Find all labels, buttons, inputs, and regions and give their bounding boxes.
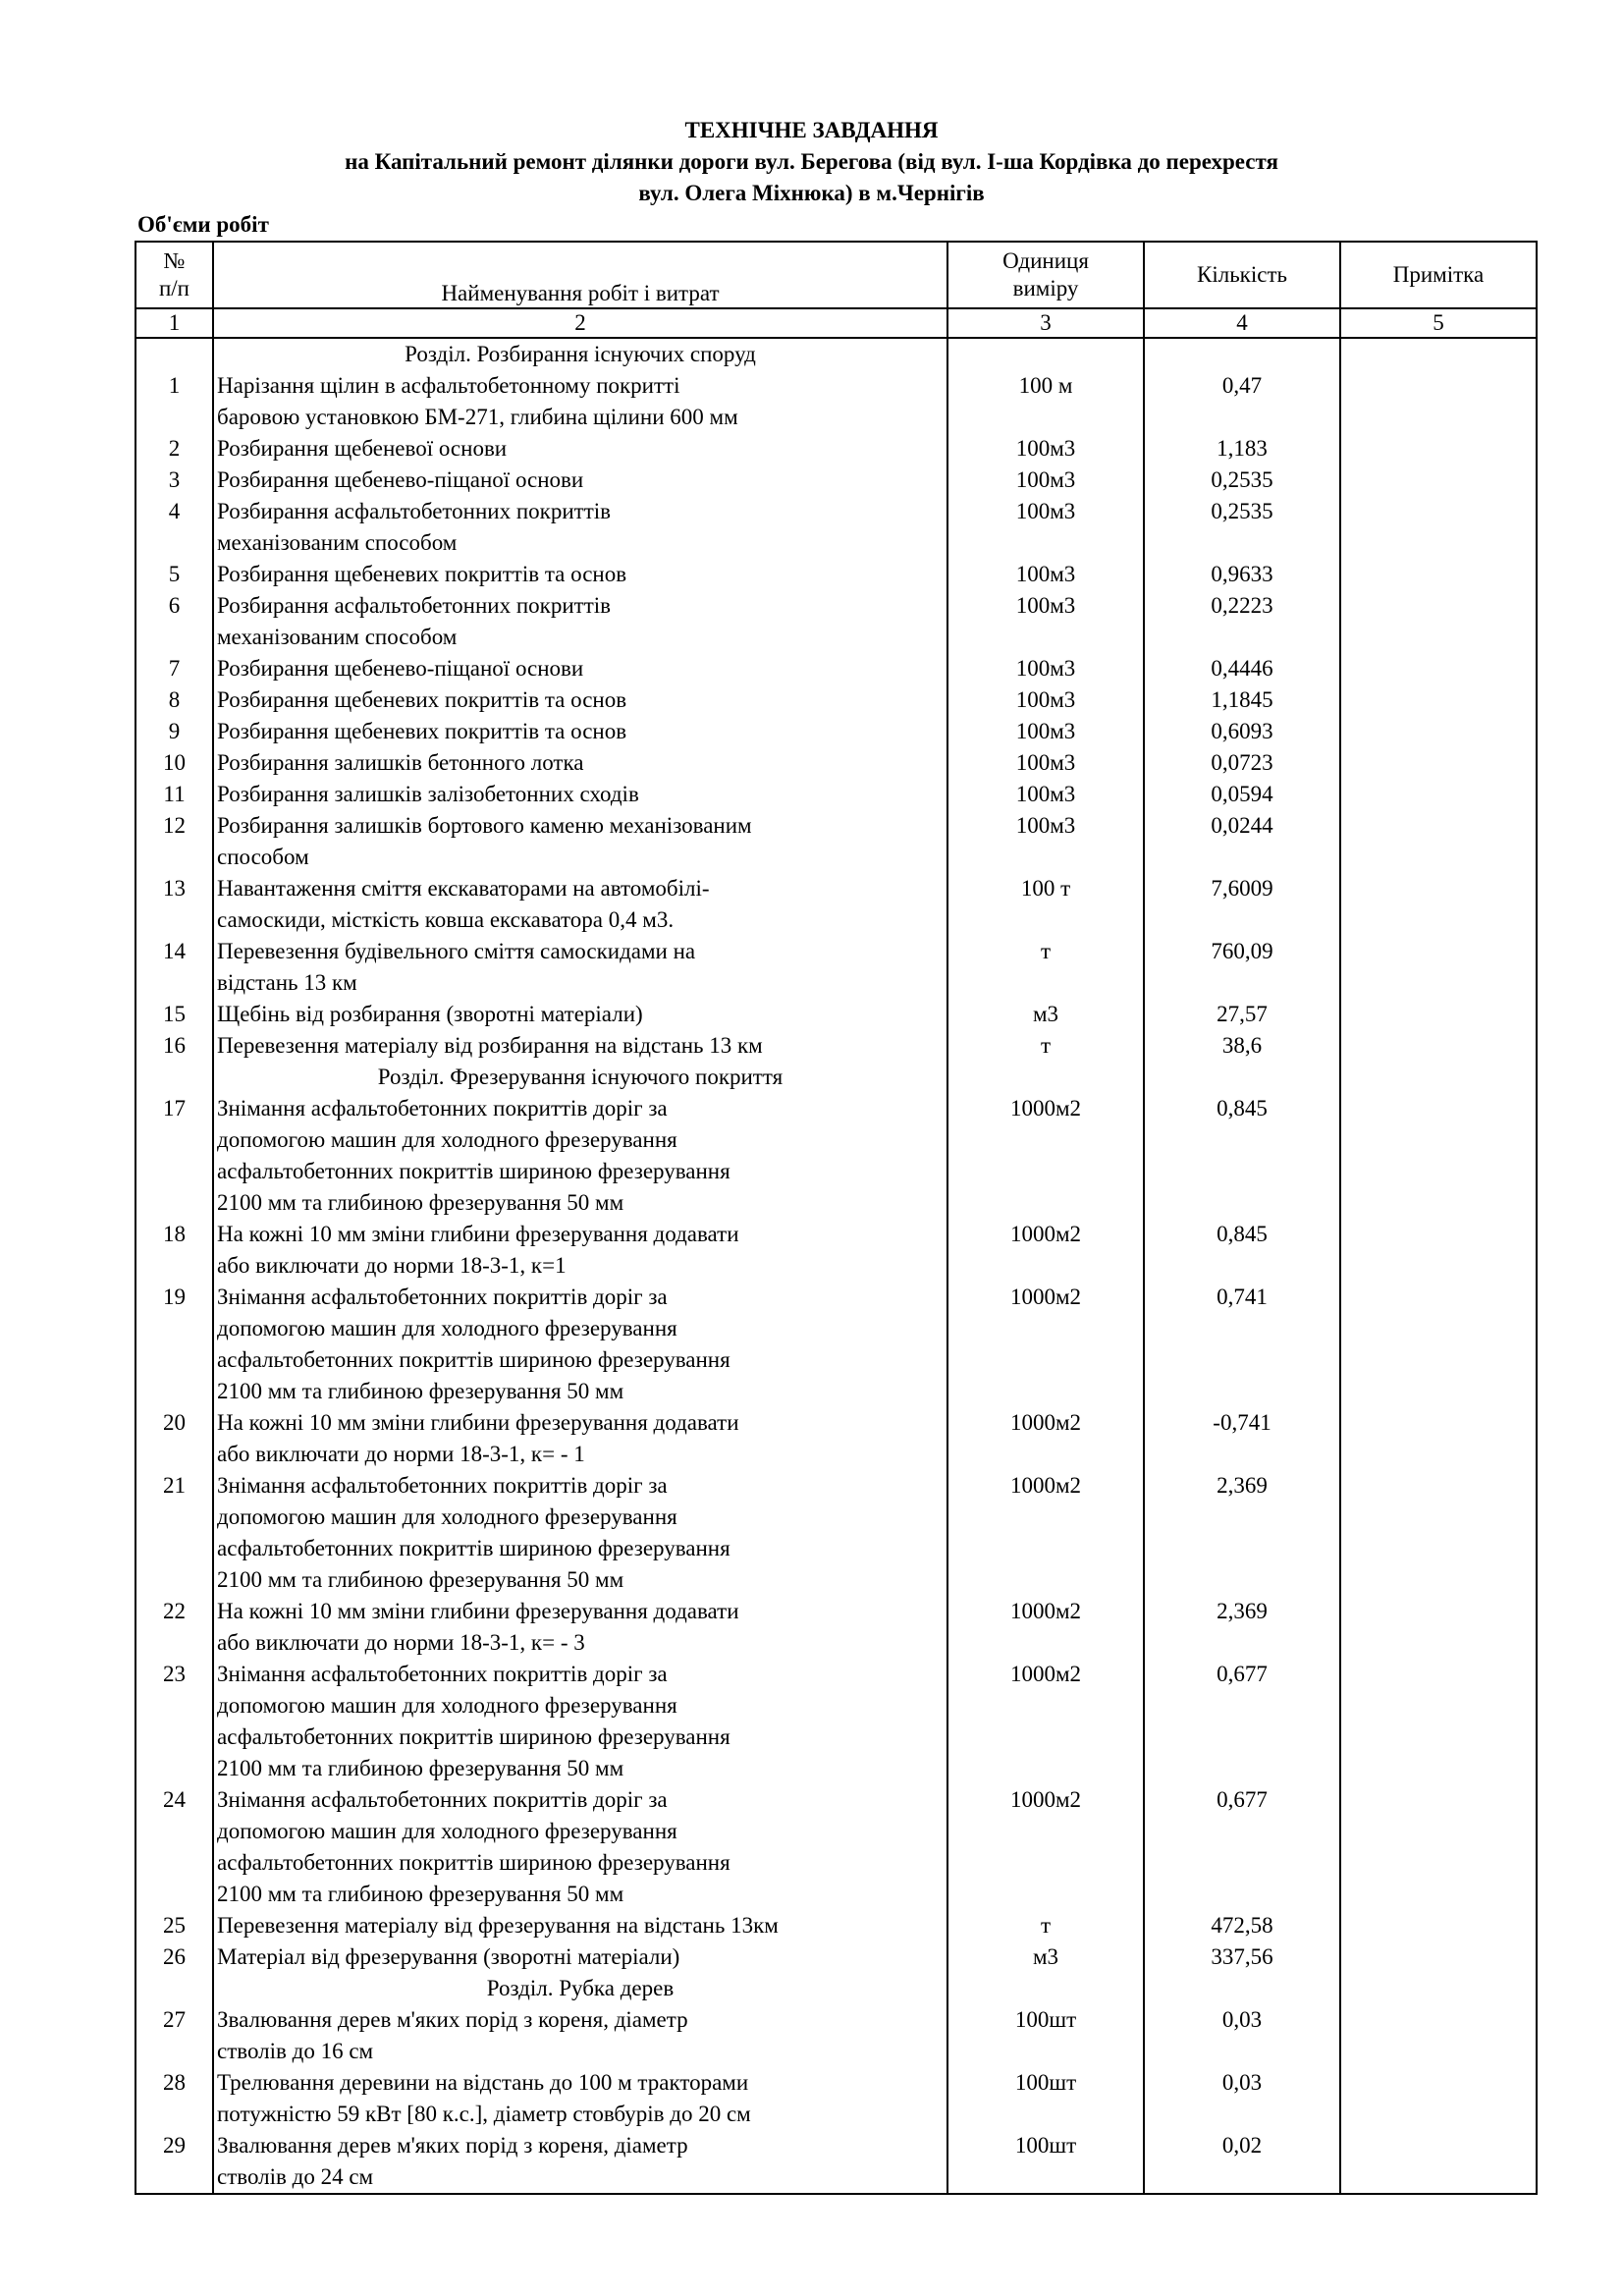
quantity: 0,845	[1144, 1093, 1340, 1219]
note	[1340, 873, 1537, 936]
work-name: Перевезення будівельного сміття самоскидами на відстань 13 км	[213, 936, 947, 999]
quantity: 337,56	[1144, 1941, 1340, 1973]
row-number: 28	[135, 2067, 213, 2130]
quantity: 0,2223	[1144, 590, 1340, 653]
work-name: Перевезення матеріалу від фрезерування на відстань 13км	[213, 1910, 947, 1941]
section-num-cell	[135, 1973, 213, 2004]
table-row	[135, 936, 1537, 999]
row-number: 17	[135, 1093, 213, 1219]
row-number: 8	[135, 684, 213, 716]
quantity: 0,47	[1144, 370, 1340, 433]
quantity: 760,09	[1144, 936, 1340, 999]
row-number: 18	[135, 1219, 213, 1282]
work-name: Розбирання залишків залізобетонних сходів	[213, 779, 947, 810]
section-unit-cell	[947, 1062, 1144, 1093]
unit-of-measure: 1000м2	[947, 1659, 1144, 1784]
unit-of-measure: 1000м2	[947, 1219, 1144, 1282]
note	[1340, 716, 1537, 747]
section-row	[135, 338, 1537, 370]
quantity: 0,677	[1144, 1659, 1340, 1784]
section-qty-cell	[1144, 1062, 1340, 1093]
section-note-cell	[1340, 1062, 1537, 1093]
note	[1340, 590, 1537, 653]
work-name: Щебінь від розбирання (зворотні матеріали)	[213, 999, 947, 1030]
note	[1340, 999, 1537, 1030]
work-name: Звалювання дерев м'яких порід з кореня, діаметр стволів до 16 см	[213, 2004, 947, 2067]
unit-of-measure: 100м3	[947, 653, 1144, 684]
unit-of-measure: т	[947, 1030, 1144, 1062]
note	[1340, 1407, 1537, 1470]
column-number-1: 1	[135, 308, 213, 338]
row-number: 5	[135, 559, 213, 590]
header-note: Примітка	[1340, 242, 1537, 308]
note	[1340, 1030, 1537, 1062]
unit-of-measure: 100шт	[947, 2004, 1144, 2067]
quantity: 0,4446	[1144, 653, 1340, 684]
work-name: Матеріал від фрезерування (зворотні матеріали)	[213, 1941, 947, 1973]
note	[1340, 1659, 1537, 1784]
note	[1340, 1219, 1537, 1282]
row-number: 13	[135, 873, 213, 936]
note	[1340, 2004, 1537, 2067]
quantity: 0,2535	[1144, 465, 1340, 496]
work-name: На кожні 10 мм зміни глибини фрезерування додавати або виключати до норми 18-3-1, к= - 1	[213, 1407, 947, 1470]
row-number: 12	[135, 810, 213, 873]
work-name: Розбирання щебеневих покриттів та основ	[213, 559, 947, 590]
header-num: № п/п	[135, 242, 213, 308]
unit-of-measure: 100м3	[947, 465, 1144, 496]
quantity: 0,6093	[1144, 716, 1340, 747]
quantity: 1,183	[1144, 433, 1340, 465]
table-row	[135, 810, 1537, 873]
row-number: 20	[135, 1407, 213, 1470]
unit-of-measure: м3	[947, 999, 1144, 1030]
quantity: 2,369	[1144, 1470, 1340, 1596]
row-number: 21	[135, 1470, 213, 1596]
section-row	[135, 1973, 1537, 2004]
quantity: 0,845	[1144, 1219, 1340, 1282]
work-name: Трелювання деревини на відстань до 100 м тракторами потужністю 59 кВт [80 к.с.], діаметр стовбурів до 20 см	[213, 2067, 947, 2130]
table-row	[135, 716, 1537, 747]
quantity: 1,1845	[1144, 684, 1340, 716]
table-row	[135, 1659, 1537, 1784]
work-name: Навантаження сміття екскаваторами на автомобілі- самоскиди, місткість ковша екскаватора 0,4 м3.	[213, 873, 947, 936]
table-row	[135, 370, 1537, 433]
header-unit: Одиниця виміру	[947, 242, 1144, 308]
note	[1340, 653, 1537, 684]
row-number: 27	[135, 2004, 213, 2067]
quantity: 0,2535	[1144, 496, 1340, 559]
row-number: 6	[135, 590, 213, 653]
unit-of-measure: 1000м2	[947, 1282, 1144, 1407]
work-name: Розбирання щебеневої основи	[213, 433, 947, 465]
work-name: На кожні 10 мм зміни глибини фрезерування додавати або виключати до норми 18-3-1, к= - 3	[213, 1596, 947, 1659]
work-name: Знімання асфальтобетонних покриттів доріг за допомогою машин для холодного фрезерування асфальтобетонних покриттів шириною фрезерування 2100 мм та глибиною фрезерування 50 мм	[213, 1784, 947, 1910]
table-row	[135, 1219, 1537, 1282]
table-row	[135, 2004, 1537, 2067]
work-name: Розбирання залишків бетонного лотка	[213, 747, 947, 779]
table-row	[135, 1596, 1537, 1659]
row-number: 2	[135, 433, 213, 465]
works-table	[135, 241, 1538, 2195]
note	[1340, 370, 1537, 433]
note	[1340, 465, 1537, 496]
table-row	[135, 1093, 1537, 1219]
row-number: 10	[135, 747, 213, 779]
quantity: 0,677	[1144, 1784, 1340, 1910]
unit-of-measure: м3	[947, 1941, 1144, 1973]
section-qty-cell	[1144, 1973, 1340, 2004]
quantity: 0,9633	[1144, 559, 1340, 590]
document-title: ТЕХНІЧНЕ ЗАВДАННЯ	[684, 118, 939, 142]
row-number: 15	[135, 999, 213, 1030]
row-number: 25	[135, 1910, 213, 1941]
note	[1340, 779, 1537, 810]
quantity: 38,6	[1144, 1030, 1340, 1062]
quantity: 0,03	[1144, 2067, 1340, 2130]
section-heading: Об'єми робіт	[137, 212, 269, 237]
document-subtitle-line1: на Капітальний ремонт ділянки дороги вул. Берегова (від вул. І-ша Кордівка до перехрестя	[345, 149, 1278, 174]
row-number: 11	[135, 779, 213, 810]
quantity: 0,0244	[1144, 810, 1340, 873]
work-name: Нарізання щілин в асфальтобетонному покритті баровою установкою БМ-271, глибина щілини 600 мм	[213, 370, 947, 433]
note	[1340, 433, 1537, 465]
unit-of-measure: 100м3	[947, 590, 1144, 653]
table-row	[135, 747, 1537, 779]
unit-of-measure: 100м3	[947, 779, 1144, 810]
row-number: 1	[135, 370, 213, 433]
section-unit-cell	[947, 338, 1144, 370]
unit-of-measure: 100м3	[947, 716, 1144, 747]
unit-of-measure: 100 м	[947, 370, 1144, 433]
quantity: 0,03	[1144, 2004, 1340, 2067]
table-row	[135, 779, 1537, 810]
row-number: 16	[135, 1030, 213, 1062]
quantity: 7,6009	[1144, 873, 1340, 936]
work-name: Розбирання щебеневих покриттів та основ	[213, 716, 947, 747]
work-name: Розбирання щебенево-піщаної основи	[213, 653, 947, 684]
note	[1340, 559, 1537, 590]
work-name: На кожні 10 мм зміни глибини фрезерування додавати або виключати до норми 18-3-1, к=1	[213, 1219, 947, 1282]
section-qty-cell	[1144, 338, 1340, 370]
header-name: Найменування робіт і витрат	[213, 242, 947, 308]
note	[1340, 1910, 1537, 1941]
quantity: 472,58	[1144, 1910, 1340, 1941]
note	[1340, 1596, 1537, 1659]
note	[1340, 2067, 1537, 2130]
row-number: 7	[135, 653, 213, 684]
table-row	[135, 1470, 1537, 1596]
note	[1340, 936, 1537, 999]
quantity: 2,369	[1144, 1596, 1340, 1659]
row-number: 29	[135, 2130, 213, 2194]
unit-of-measure: 1000м2	[947, 1784, 1144, 1910]
table-row	[135, 1030, 1537, 1062]
work-name: Розбирання асфальтобетонних покриттів механізованим способом	[213, 496, 947, 559]
unit-of-measure: 100шт	[947, 2067, 1144, 2130]
work-name: Знімання асфальтобетонних покриттів доріг за допомогою машин для холодного фрезерування асфальтобетонних покриттів шириною фрезерування 2100 мм та глибиною фрезерування 50 мм	[213, 1470, 947, 1596]
work-name: Розбирання щебеневих покриттів та основ	[213, 684, 947, 716]
note	[1340, 2130, 1537, 2194]
unit-of-measure: 100м3	[947, 559, 1144, 590]
column-number-3: 3	[947, 308, 1144, 338]
note	[1340, 810, 1537, 873]
row-number: 26	[135, 1941, 213, 1973]
column-number-5: 5	[1340, 308, 1537, 338]
work-name: Розбирання залишків бортового каменю механізованим способом	[213, 810, 947, 873]
section-title: Розділ. Рубка дерев	[213, 1973, 947, 2004]
section-note-cell	[1340, 1973, 1537, 2004]
unit-of-measure: 100м3	[947, 747, 1144, 779]
unit-of-measure: 100м3	[947, 496, 1144, 559]
section-title: Розділ. Розбирання існуючих споруд	[213, 338, 947, 370]
quantity: 0,0594	[1144, 779, 1340, 810]
table-row	[135, 684, 1537, 716]
unit-of-measure: 100 т	[947, 873, 1144, 936]
note	[1340, 747, 1537, 779]
row-number: 14	[135, 936, 213, 999]
row-number: 23	[135, 1659, 213, 1784]
table-row	[135, 559, 1537, 590]
table-row	[135, 2067, 1537, 2130]
quantity: -0,741	[1144, 1407, 1340, 1470]
section-row	[135, 1062, 1537, 1093]
document-subtitle-line2: вул. Олега Міхнюка) в м.Чернігів	[638, 181, 985, 205]
note	[1340, 684, 1537, 716]
unit-of-measure: 100шт	[947, 2130, 1144, 2194]
table-row	[135, 1784, 1537, 1910]
section-note-cell	[1340, 338, 1537, 370]
table-row	[135, 873, 1537, 936]
table-row	[135, 653, 1537, 684]
unit-of-measure: 100м3	[947, 433, 1144, 465]
work-name: Розбирання щебенево-піщаної основи	[213, 465, 947, 496]
work-name: Звалювання дерев м'яких порід з кореня, діаметр стволів до 24 см	[213, 2130, 947, 2194]
row-number: 22	[135, 1596, 213, 1659]
column-number-4: 4	[1144, 308, 1340, 338]
work-name: Знімання асфальтобетонних покриттів доріг за допомогою машин для холодного фрезерування асфальтобетонних покриттів шириною фрезерування 2100 мм та глибиною фрезерування 50 мм	[213, 1282, 947, 1407]
work-name: Перевезення матеріалу від розбирання на відстань 13 км	[213, 1030, 947, 1062]
table-row	[135, 2130, 1537, 2194]
quantity: 0,02	[1144, 2130, 1340, 2194]
table-row	[135, 1941, 1537, 1973]
table-body	[135, 338, 1537, 2194]
table-header	[135, 242, 1537, 338]
unit-of-measure: 1000м2	[947, 1470, 1144, 1596]
row-number: 19	[135, 1282, 213, 1407]
section-num-cell	[135, 1062, 213, 1093]
row-number: 4	[135, 496, 213, 559]
row-number: 9	[135, 716, 213, 747]
table-row	[135, 433, 1537, 465]
table-row	[135, 999, 1537, 1030]
unit-of-measure: т	[947, 1910, 1144, 1941]
quantity: 0,0723	[1144, 747, 1340, 779]
note	[1340, 1282, 1537, 1407]
unit-of-measure: 1000м2	[947, 1596, 1144, 1659]
unit-of-measure: 100м3	[947, 684, 1144, 716]
table-row	[135, 1282, 1537, 1407]
quantity: 27,57	[1144, 999, 1340, 1030]
table-row	[135, 496, 1537, 559]
note	[1340, 496, 1537, 559]
table-row	[135, 1910, 1537, 1941]
column-number-2: 2	[213, 308, 947, 338]
table-row	[135, 1407, 1537, 1470]
table-row	[135, 465, 1537, 496]
section-num-cell	[135, 338, 213, 370]
row-number: 24	[135, 1784, 213, 1910]
note	[1340, 1093, 1537, 1219]
header-qty: Кількість	[1144, 242, 1340, 308]
note	[1340, 1784, 1537, 1910]
section-title: Розділ. Фрезерування існуючого покриття	[213, 1062, 947, 1093]
section-unit-cell	[947, 1973, 1144, 2004]
unit-of-measure: 1000м2	[947, 1407, 1144, 1470]
unit-of-measure: 100м3	[947, 810, 1144, 873]
work-name: Знімання асфальтобетонних покриттів доріг за допомогою машин для холодного фрезерування асфальтобетонних покриттів шириною фрезерування 2100 мм та глибиною фрезерування 50 мм	[213, 1659, 947, 1784]
row-number: 3	[135, 465, 213, 496]
note	[1340, 1941, 1537, 1973]
unit-of-measure: 1000м2	[947, 1093, 1144, 1219]
table-row	[135, 590, 1537, 653]
note	[1340, 1470, 1537, 1596]
unit-of-measure: т	[947, 936, 1144, 999]
work-name: Розбирання асфальтобетонних покриттів механізованим способом	[213, 590, 947, 653]
quantity: 0,741	[1144, 1282, 1340, 1407]
work-name: Знімання асфальтобетонних покриттів доріг за допомогою машин для холодного фрезерування асфальтобетонних покриттів шириною фрезерування 2100 мм та глибиною фрезерування 50 мм	[213, 1093, 947, 1219]
